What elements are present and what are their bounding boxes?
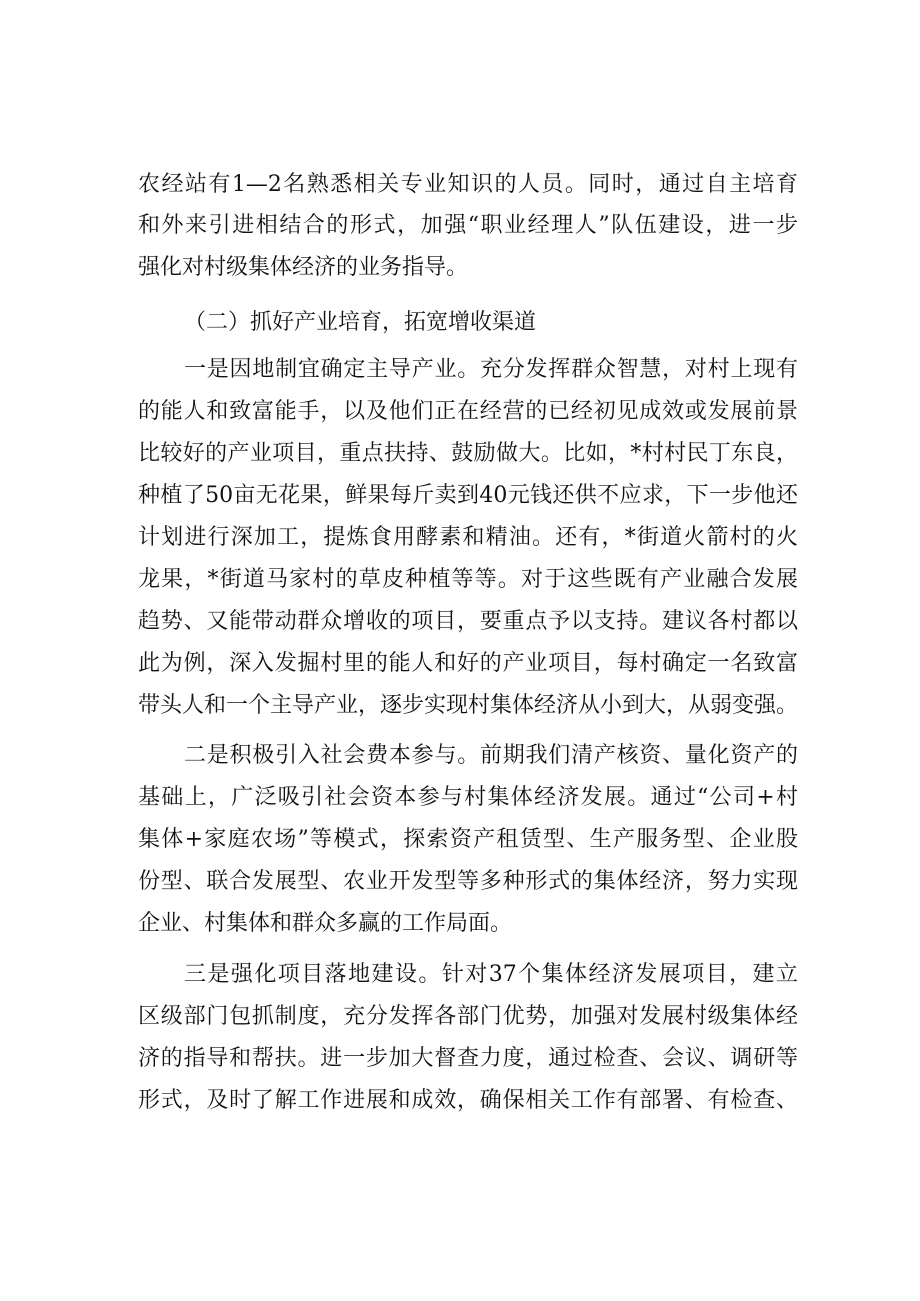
intro-line-3: 强化对村级集体经济的业务指导。 bbox=[138, 255, 469, 280]
para2-line-2: 基础上，广泛吸引社会资本参与村集体经济发展。通过“公司+村 bbox=[138, 785, 798, 810]
section-heading: （二）抓好产业培育，拓宽增收渠道 bbox=[184, 310, 537, 335]
para3-line-3: 济的指导和帮扶。进一步加大督查力度，通过检查、会议、调研等 bbox=[138, 1046, 798, 1071]
para3-line-1: 三是强化项目落地建设。针对37个集体经济发展项目，建立 bbox=[184, 962, 798, 987]
intro-line-1: 农经站有1—2名熟悉相关专业知识的人员。同时，通过自主培育 bbox=[138, 172, 798, 197]
para1-line-6: 龙果，*街道马家村的草皮种植等等。对于这些既有产业融合发展 bbox=[138, 567, 798, 592]
para1-line-2: 的能人和致富能手，以及他们正在经营的已经初见成效或发展前景 bbox=[138, 399, 798, 424]
para3-line-4: 形式，及时了解工作进展和成效，确保相关工作有部署、有检查、 bbox=[138, 1088, 798, 1113]
intro-line-2: 和外来引进相结合的形式，加强“职业经理人”队伍建设，进一步 bbox=[138, 213, 798, 238]
para1-line-7: 趋势、又能带动群众增收的项目，要重点予以支持。建议各村都以 bbox=[138, 609, 798, 634]
para1-line-5: 计划进行深加工，提炼食用酵素和精油。还有，*街道火箭村的火 bbox=[138, 525, 798, 550]
para1-line-9: 带头人和一个主导产业，逐步实现村集体经济从小到大，从弱变强。 bbox=[138, 693, 798, 718]
para2-line-1: 二是积极引入社会费本参与。前期我们清产核资、量化资产的 bbox=[184, 743, 798, 768]
para2-line-3: 集体+家庭农场”等模式，探索资产租赁型、生产服务型、企业股 bbox=[138, 827, 798, 852]
para2-line-5: 企业、村集体和群众多赢的工作局面。 bbox=[138, 911, 513, 936]
para1-line-4: 种植了50亩无花果，鲜果每斤卖到40元钱还供不应求，下一步他还 bbox=[138, 483, 798, 508]
para1-line-3: 比较好的产业项目，重点扶持、鼓励做大。比如，*村村民丁东良， bbox=[138, 441, 798, 466]
para1-line-1: 一是因地制宜确定主导产业。充分发挥群众智慧，对村上现有 bbox=[184, 357, 798, 382]
para3-line-2: 区级部门包抓制度，充分发挥各部门优势，加强对发展村级集体经 bbox=[138, 1004, 798, 1029]
para1-line-8: 此为例，深入发掘村里的能人和好的产业项目，每村确定一名致富 bbox=[138, 651, 798, 676]
para2-line-4: 份型、联合发展型、农业开发型等多种形式的集体经济，努力实现 bbox=[138, 869, 798, 894]
